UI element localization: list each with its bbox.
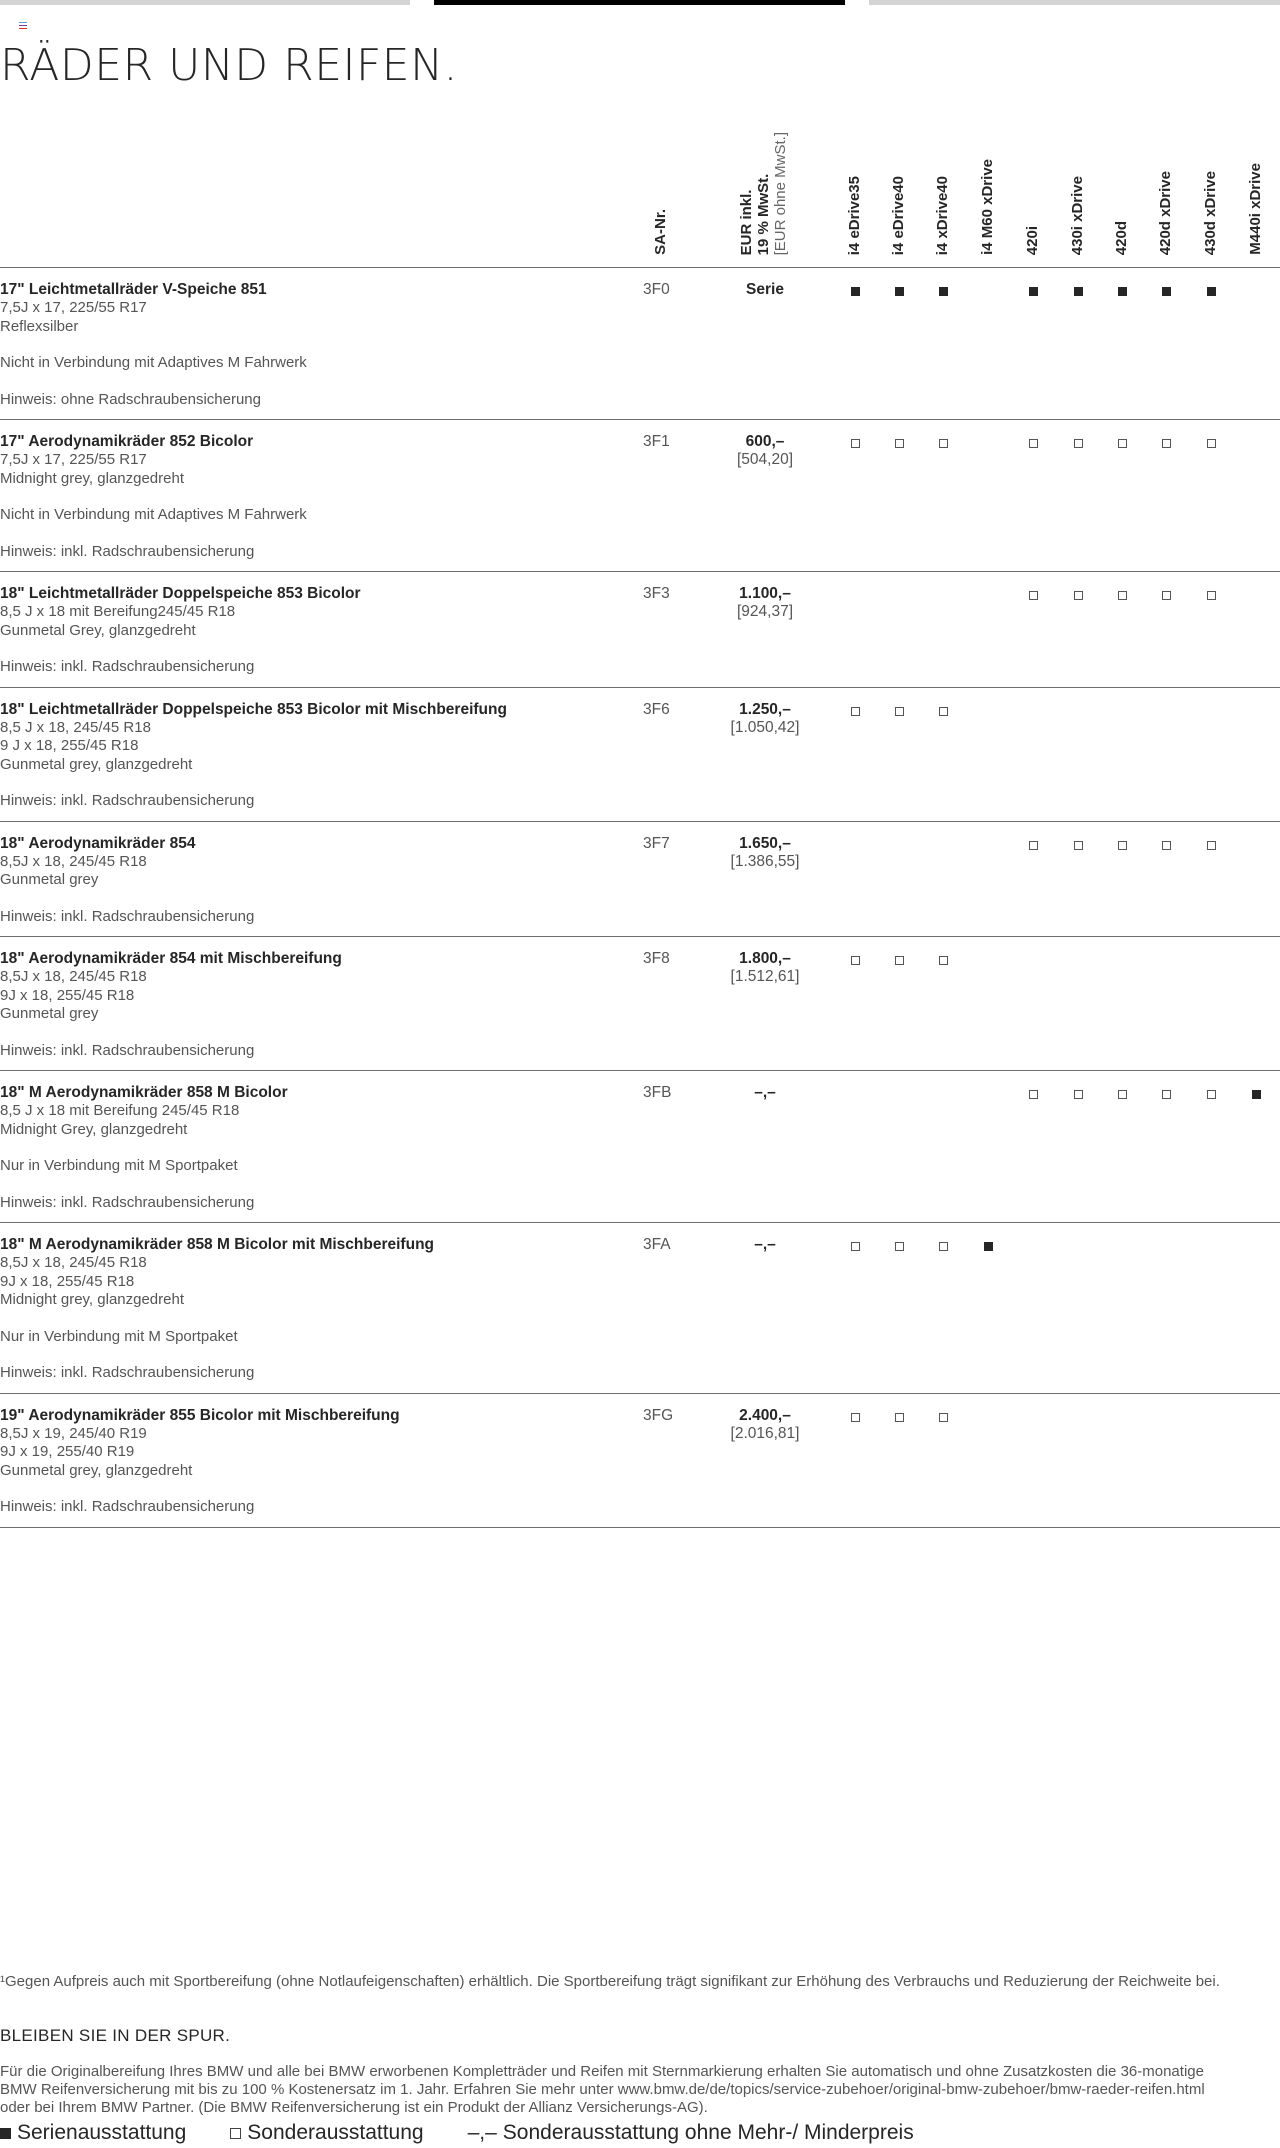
wheel-detail: 7,5J x 17, 225/55 R17 [0,451,147,468]
table-row [0,1223,1280,1394]
optional-equipment-icon [895,707,904,716]
page-tab-bar-next [869,0,1280,5]
table-row [0,1394,1280,1528]
price-gross: 1.800,– [739,950,791,967]
sa-number: 3F6 [643,700,670,718]
col-header-sa: SA-Nr. [652,209,669,255]
table-row [0,688,1280,822]
wheel-detail: 7,5J x 17, 225/55 R17 [0,299,147,316]
wheel-note: Hinweis: inkl. Radschraubensicherung [0,1498,255,1515]
standard-equipment-icon [1252,1090,1261,1099]
wheel-detail: Midnight grey, glanzgedreht [0,1291,184,1308]
price-cell [720,1407,810,1443]
price-net: [924,37] [736,603,794,620]
price-gross: 1.100,– [739,585,791,602]
sa-number: 3FA [643,1236,671,1253]
col-header-model: i4 eDrive35 [846,175,863,255]
price-net: [1.050,42] [730,718,800,736]
wheel-detail: 8,5J x 18, 245/45 R18 [0,1254,147,1271]
wheel-detail: Gunmetal grey, glanzgedreht [0,755,193,773]
wheel-note: Hinweis: inkl. Radschraubensicherung [0,907,255,925]
sa-number: 3F3 [643,585,670,602]
standard-equipment-icon [939,287,948,296]
standard-equipment-icon [851,287,860,296]
wheel-note: Hinweis: inkl. Radschraubensicherung [0,542,255,560]
section-heading: BLEIBEN SIE IN DER SPUR. [0,2026,231,2045]
table-row [0,937,1280,1071]
page-tab-bar-previous [0,0,410,5]
sa-number: 3F7 [643,834,670,852]
optional-equipment-icon [895,1242,904,1251]
wheel-note: Hinweis: inkl. Radschraubensicherung [0,792,255,809]
wheel-detail: Midnight Grey, glanzgedreht [0,1120,188,1138]
price-gross: 1.250,– [739,700,791,718]
optional-equipment-icon [939,1413,948,1422]
legend-optional-label: Sonderausstattung [247,2121,424,2144]
price-gross: Serie [746,281,784,298]
price-gross: 2.400,– [739,1406,791,1424]
table-row [0,1071,1280,1223]
col-header-model: i4 eDrive40 [890,175,907,255]
optional-equipment-icon [1074,1090,1083,1099]
standard-equipment-icon [1207,287,1216,296]
wheel-name: 17" Leichtmetallräder V-Speiche 851 [0,281,267,298]
wheel-note: Nur in Verbindung mit M Sportpaket [0,1157,238,1174]
color-swatch-lines [19,22,27,31]
wheel-detail: Midnight grey, glanzgedreht [0,469,184,487]
optional-equipment-icon [1029,1090,1038,1099]
legend-standard-label: Serienausstattung [17,2121,187,2144]
sa-number: 3F8 [643,950,670,967]
standard-equipment-icon [895,287,904,296]
optional-equipment-icon [1162,1090,1171,1099]
optional-equipment-icon [851,439,860,448]
footnote: ¹Gegen Aufpreis auch mit Sportbereifung (ohne Notlaufeigenschaften) erhältlich. Die Sportbereifung trägt signifikant zur Erhöhung des Verbrauchs und Reduzierung der Reichweite bei. [0,1973,1220,1990]
wheel-detail: 8,5J x 19, 245/40 R19 [0,1424,147,1442]
price-cell [720,433,810,469]
optional-equipment-icon [1074,591,1083,600]
wheel-name: 18" Aerodynamikräder 854 [0,834,196,852]
wheel-name: 18" M Aerodynamikräder 858 M Bicolor mit Mischbereifung [0,1236,434,1253]
wheel-detail: 9J x 19, 255/40 R19 [0,1443,135,1460]
optional-equipment-icon [1207,439,1216,448]
optional-equipment-icon [1162,439,1171,448]
optional-equipment-icon [939,1242,948,1251]
wheel-detail: 9J x 18, 255/45 R18 [0,1272,135,1290]
price-net: [504,20] [736,451,794,468]
table-row [0,572,1280,688]
wheel-detail: 9 J x 18, 255/45 R18 [0,737,139,754]
wheel-note: Hinweis: inkl. Radschraubensicherung [0,658,255,675]
col-header-model: 420d xDrive [1157,170,1174,255]
wheel-note: Hinweis: inkl. Radschraubensicherung [0,1193,255,1211]
optional-equipment-icon [1029,841,1038,850]
optional-equipment-icon [1118,1090,1127,1099]
optional-equipment-icon [1074,439,1083,448]
wheel-name: 19" Aerodynamikräder 855 Bicolor mit Mischbereifung [0,1406,400,1424]
optional-equipment-icon [895,439,904,448]
col-header-model: M440i xDrive [1247,163,1264,255]
col-header-model: 420d [1113,220,1130,255]
price-gross: –,– [754,1236,776,1253]
wheel-detail: 8,5J x 18, 245/45 R18 [0,852,147,870]
table-row [0,420,1280,572]
wheel-note: Nur in Verbindung mit M Sportpaket [0,1327,238,1345]
price-net: [1.512,61] [730,968,800,985]
price-cell [720,1236,810,1254]
price-header-line2: 19 % MwSt. [755,173,772,255]
wheel-note: Hinweis: ohne Radschraubensicherung [0,390,261,408]
table-row [0,268,1280,420]
wheel-detail: 9J x 18, 255/45 R18 [0,986,135,1004]
standard-equipment-icon [984,1242,993,1251]
optional-equipment-icon [851,1413,860,1422]
optional-equipment-icon [1118,439,1127,448]
col-header-model: 430i xDrive [1069,175,1086,255]
legend-no-price-symbol: –,– [467,2121,497,2144]
price-cell [720,701,810,737]
optional-equipment-icon [1118,591,1127,600]
price-net: [1.386,55] [730,852,800,870]
price-cell [720,950,810,986]
wheel-name: 17" Aerodynamikräder 852 Bicolor [0,433,254,450]
hollow-square-icon [230,2128,241,2139]
wheel-detail: 8,5 J x 18 mit Bereifung 245/45 R18 [0,1102,240,1119]
legend-no-price-label: Sonderausstattung ohne Mehr-/ Minderpreis [502,2121,914,2144]
standard-equipment-icon [1162,287,1171,296]
wheel-name: 18" Leichtmetallräder Doppelspeiche 853 Bicolor mit Mischbereifung [0,700,507,718]
wheel-note: Hinweis: inkl. Radschraubensicherung [0,1041,255,1059]
optional-equipment-icon [851,956,860,965]
sa-number: 3FG [643,1406,674,1424]
optional-equipment-icon [1029,591,1038,600]
table-row [0,822,1280,938]
sa-number: 3FB [643,1084,672,1101]
optional-equipment-icon [1207,841,1216,850]
price-gross: 1.650,– [739,834,791,852]
legend [0,2121,914,2145]
wheel-note: Nicht in Verbindung mit Adaptives M Fahrwerk [0,354,307,371]
legend-optional [230,2121,423,2145]
col-header-price [738,132,789,255]
col-header-model: 420i [1024,225,1041,255]
optional-equipment-icon [1118,841,1127,850]
optional-equipment-icon [1029,439,1038,448]
page-tab-bar-current [434,0,845,5]
legend-no-price [468,2121,914,2145]
optional-equipment-icon [1207,591,1216,600]
tire-insurance-info: Für die Originalbereifung Ihres BMW und alle bei BMW erworbenen Kompletträder und Reifen mit Sternmarkierung erhalten Sie automatisch und ohne Zusatzkosten die 36-monatige BMW Reifenversicherung mit bis zu 100 % Kostenersatz im 1. Jahr. Erfahren Sie mehr unter www.bmw.de/de/topics/service-zubehoer/original-bmw-zubehoer/bmw-raeder-reifen.html oder bei Ihrem BMW Partner. (Die BMW Reifenversicherung ist ein Produkt der Allianz Versicherungs-AG). [0,2063,1205,2116]
wheel-name: 18" M Aerodynamikräder 858 M Bicolor [0,1084,288,1101]
sa-number: 3F0 [643,281,670,298]
wheel-detail: 8,5 J x 18 mit Bereifung245/45 R18 [0,603,236,620]
table-header [0,100,1280,268]
price-header-line1: EUR inkl. [738,189,755,255]
wheel-note: Hinweis: inkl. Radschraubensicherung [0,1364,255,1381]
page-title: RÄDER UND REIFEN. [0,40,458,91]
optional-equipment-icon [1074,841,1083,850]
wheel-options-table [0,268,1280,1528]
col-header-model: i4 M60 xDrive [979,159,996,255]
filled-square-icon [0,2128,11,2139]
standard-equipment-icon [1074,287,1083,296]
wheel-detail: Reflexsilber [0,317,79,335]
wheel-detail: Gunmetal Grey, glanzgedreht [0,621,196,639]
wheel-detail: Gunmetal grey, glanzgedreht [0,1461,193,1479]
standard-equipment-icon [1029,287,1038,296]
price-gross: 600,– [745,433,785,450]
sa-number: 3F1 [643,433,670,450]
col-header-model: i4 xDrive40 [934,175,951,255]
wheel-detail: Gunmetal grey [0,1005,99,1022]
optional-equipment-icon [851,1242,860,1251]
optional-equipment-icon [1162,591,1171,600]
price-cell [720,585,810,621]
price-net: [2.016,81] [730,1424,800,1442]
optional-equipment-icon [895,956,904,965]
optional-equipment-icon [1207,1090,1216,1099]
wheel-note: Nicht in Verbindung mit Adaptives M Fahrwerk [0,506,307,523]
wheel-detail: Gunmetal grey [0,871,99,888]
price-cell [720,1084,810,1102]
col-header-model: 430d xDrive [1202,170,1219,255]
wheel-name: 18" Leichtmetallräder Doppelspeiche 853 Bicolor [0,585,361,602]
wheel-detail: 8,5 J x 18, 245/45 R18 [0,718,151,736]
standard-equipment-icon [1118,287,1127,296]
price-header-line3: [EUR ohne MwSt.] [772,131,789,255]
wheel-detail: 8,5J x 18, 245/45 R18 [0,968,147,985]
price-cell [720,281,810,299]
legend-standard [0,2121,186,2145]
optional-equipment-icon [939,956,948,965]
optional-equipment-icon [939,707,948,716]
price-gross: –,– [754,1084,776,1101]
optional-equipment-icon [939,439,948,448]
optional-equipment-icon [851,707,860,716]
optional-equipment-icon [1162,841,1171,850]
optional-equipment-icon [895,1413,904,1422]
wheel-name: 18" Aerodynamikräder 854 mit Mischbereifung [0,950,342,967]
price-cell [720,835,810,871]
